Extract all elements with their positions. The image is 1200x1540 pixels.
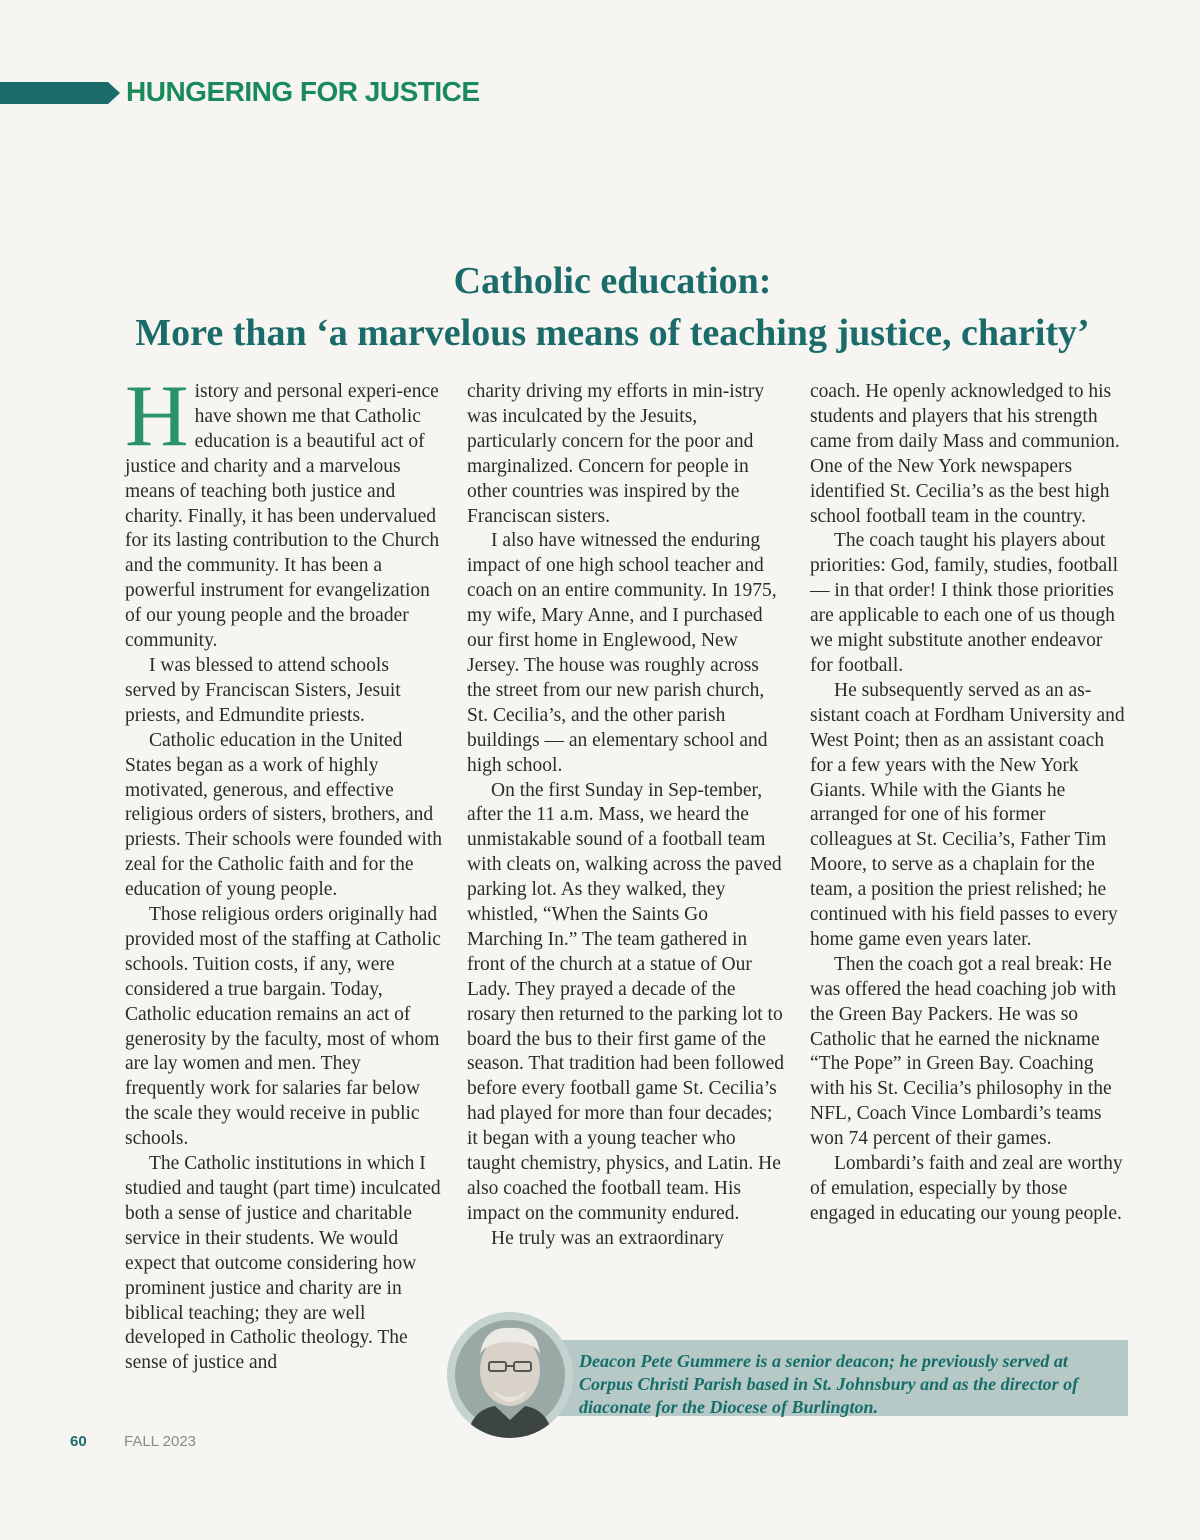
paragraph: The Catholic institutions in which I studied and taught (part time) inculcated both a sense of justice and charitable service in their students. We would expect that outcome considering how prominent justice and charity are in biblical teaching; they are well developed in Catholic theology. The sense of justice and [125, 1153, 441, 1374]
section-title: HUNGERING FOR JUSTICE [126, 76, 480, 107]
article-column-1 [125, 368, 443, 1376]
paragraph: He subsequently served as an as-sistant coach at Fordham University and West Point; then as an assistant coach for a few years with the New York Giants. While with the Giants he arranged for one of his former colleagues at St. Cecilia’s, Father Tim Moore, to serve as a chaplain for the team, a position the priest relished; he continued with his field passes to every home game even years later. [810, 679, 1125, 950]
paragraph: I was blessed to attend schools served by Franciscan Sisters, Jesuit priests, and Edmundite priests. [125, 654, 401, 726]
drop-cap: H [125, 368, 189, 465]
article-column-3 [810, 380, 1128, 1227]
headline-line-1: Catholic education: [453, 260, 772, 302]
paragraph: On the first Sunday in Sep-tember, after the 11 a.m. Mass, we heard the unmistakable sound of a football team with cleats on, walking across the paved parking lot. As they walked, they whistled, “When the Saints Go Marching In.” The team gathered in front of the church at a statue of Our Lady. They prayed a decade of the rosary then returned to the parking lot to board the bus to their first game of the season. That tradition had been followed before every football game St. Cecilia’s had played for more than four decades; it began with a young teacher who taught chemistry, physics, and Latin. He also coached the football team. His impact on the community endured. [467, 779, 784, 1224]
headline-line-2: More than ‘a marvelous means of teaching justice, charity’ [135, 312, 1090, 354]
page-number: 60 [70, 1433, 87, 1450]
issue-label: FALL 2023 [124, 1433, 197, 1450]
article-headline [0, 255, 1200, 359]
paragraph: Lombardi’s faith and zeal are worthy of emulation, especially by those engaged in educating our young people. [810, 1153, 1123, 1224]
paragraph: The coach taught his players about priorities: God, family, studies, football — in that order! I think those priorities are applicable to each one of us though we might substitute another endeavor for football. [810, 530, 1118, 676]
paragraph: Then the coach got a real break: He was offered the head coaching job with the Green Bay Packers. He was so Catholic that he earned the nickname “The Pope” in Green Bay. Coaching with his St. Cecilia’s philosophy in the NFL, Coach Vince Lombardi’s teams won 74 percent of their games. [810, 953, 1117, 1150]
paragraph: History and personal experi-ence have shown me that Catholic education is a beautiful act of justice and charity and a marvelous means of teaching both justice and charity. Finally, it has been undervalued for its lasting contribution to the Church and the community. It has been a powerful instrument for evangelization of our young people and the broader community. [125, 368, 440, 652]
paragraph: coach. He openly acknowledged to his students and players that his strength came from daily Mass and communion. One of the New York newspapers identified St. Cecilia’s as the best high school football team in the country. [810, 381, 1120, 527]
paragraph: I also have witnessed the enduring impact of one high school teacher and coach on an entire community. In 1975, my wife, Mary Anne, and I purchased our first home in Englewood, New Jersey. The house was roughly across the street from our new parish church, St. Cecilia’s, and the other parish buildings — an elementary school and high school. [467, 530, 777, 776]
paragraph: charity driving my efforts in min-istry was inculcated by the Jesuits, particularly concern for the poor and marginalized. Concern for people in other countries was inspired by the Franciscan sisters. [467, 381, 764, 527]
section-banner-arrow [0, 82, 120, 104]
author-bio: Deacon Pete Gummere is a senior deacon; he previously served at Corpus Christi Parish based in St. Johnsbury and as the director of diaconate for the Diocese of Burlington. [579, 1351, 1079, 1417]
paragraph: Those religious orders originally had provided most of the staffing at Catholic schools. Tuition costs, if any, were considered a true bargain. Today, Catholic education remains an act of generosity by the faculty, most of whom are lay women and men. They frequently work for salaries far below the scale they would receive in public schools. [125, 904, 441, 1150]
author-photo [447, 1312, 573, 1438]
article-column-2 [467, 380, 785, 1252]
paragraph: He truly was an extraordinary [491, 1227, 724, 1249]
paragraph: Catholic education in the United States began as a work of highly motivated, generous, and effective religious orders of sisters, brothers, and priests. Their schools were founded with zeal for the Catholic faith and for the education of young people. [125, 729, 442, 901]
